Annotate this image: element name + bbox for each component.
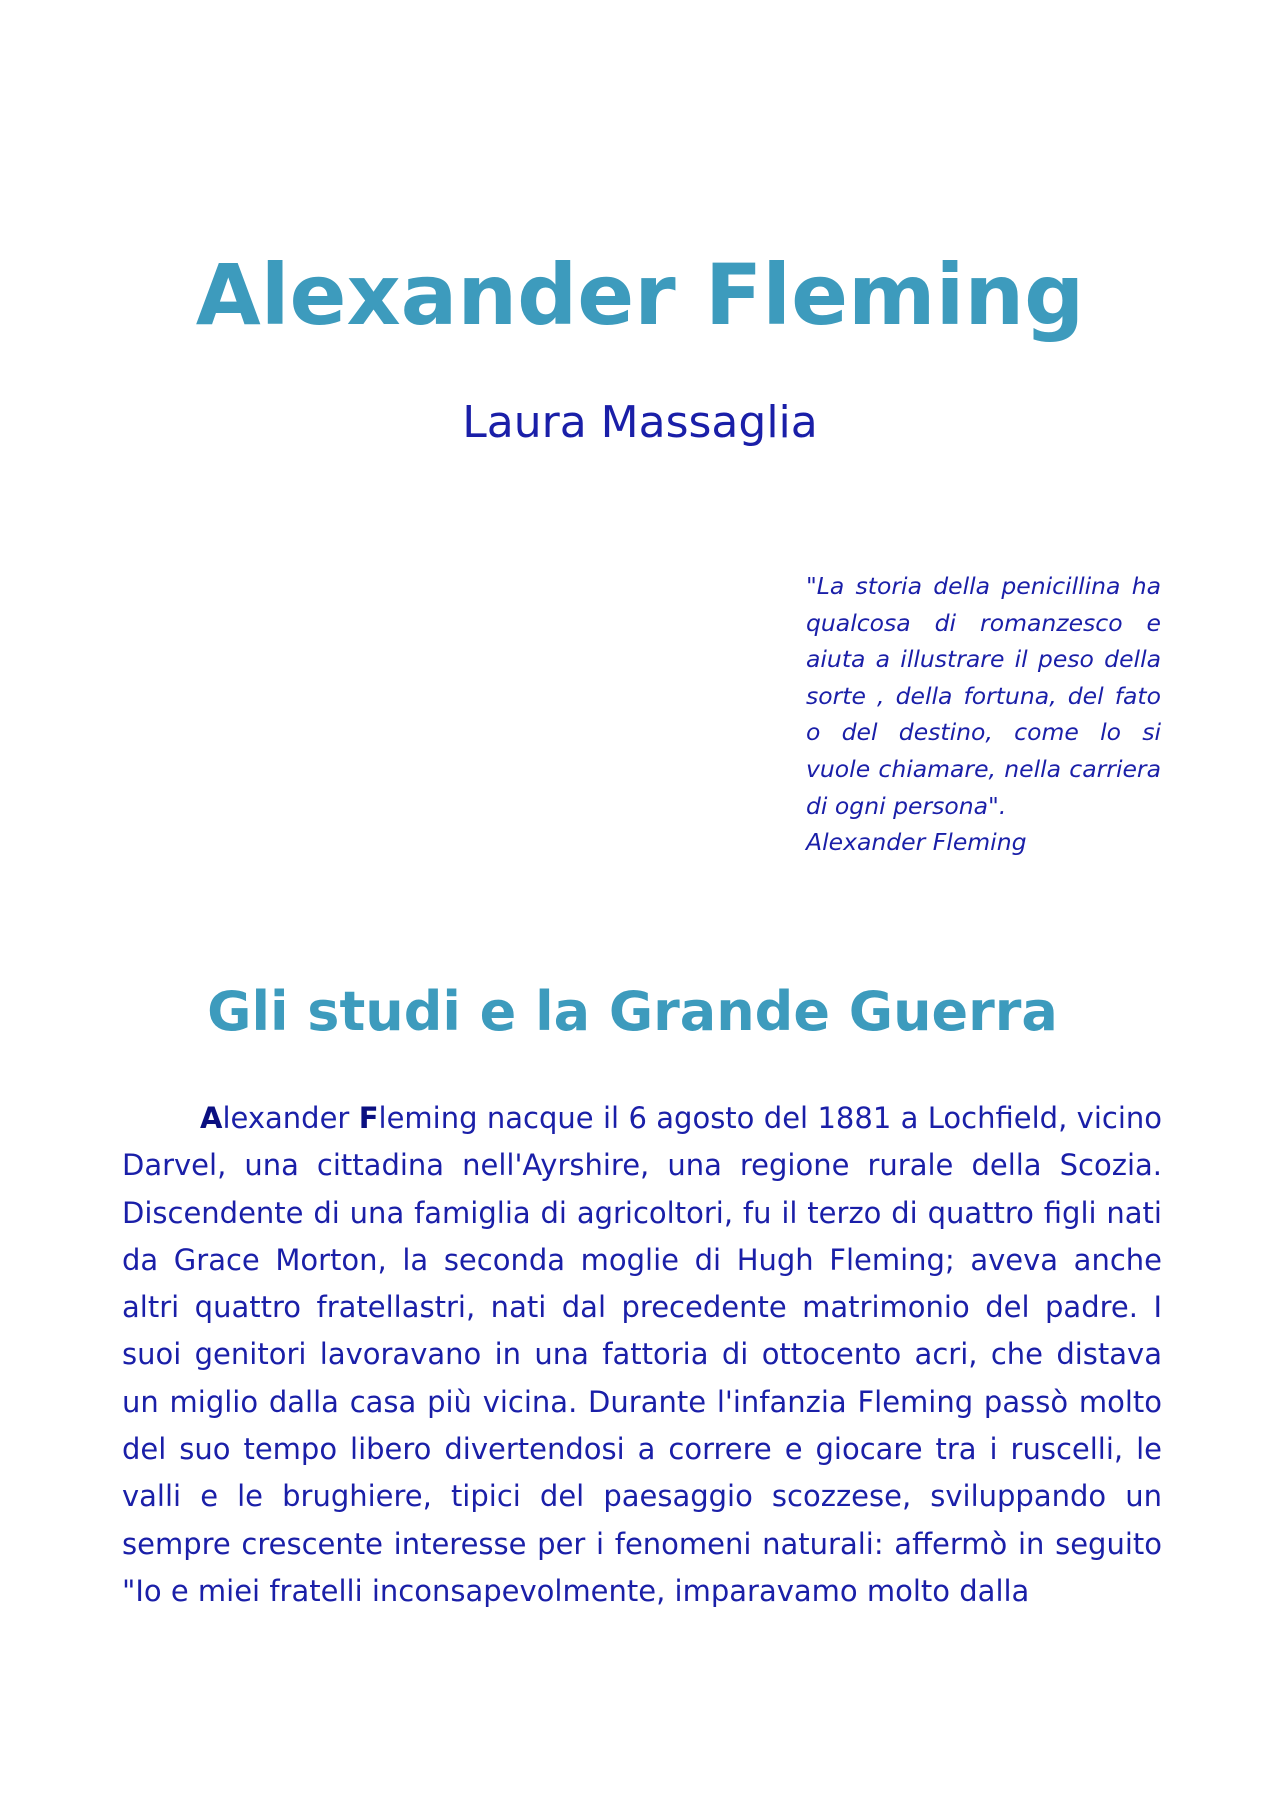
paragraph-word-rest: lexander bbox=[222, 1101, 359, 1135]
paragraph-text: leming nacque il 6 agosto del 1881 a Lochfield, vicino Darvel, una cittadina nell'Ayrshire, una regione rurale della Scozia. Discendente di una famiglia di agricoltori, fu il terzo di quattro figli nati da Grace Morton, la seconda moglie di Hugh Fleming; aveva anche altri quattro fratellastri, nati dal precedente matrimonio del padre. I suoi genitori lavoravano in una fattoria di ottocento acri, che distava un miglio dalla casa più vicina. Durante l'infanzia Fleming passò molto del suo tempo libero divertendosi a correre e giocare tra i ruscelli, le valli e le brughiere, tipici del paesaggio scozzese, sviluppando un sempre crescente interesse per i fenomeni naturali: affermò in seguito "Io e miei fratelli inconsapevolmente, imparavamo molto dalla bbox=[122, 1101, 1163, 1608]
bold-initial-f: F bbox=[358, 1101, 379, 1135]
bold-initial-a: A bbox=[200, 1101, 223, 1135]
body-paragraph bbox=[122, 1095, 1162, 1615]
quote-attribution: Alexander Fleming bbox=[806, 828, 1027, 857]
document-title: Alexander Fleming bbox=[195, 246, 1085, 344]
epigraph-quote bbox=[806, 568, 1161, 861]
section-heading: Gli studi e la Grande Guerra bbox=[207, 980, 1058, 1043]
author-name: Laura Massaglia bbox=[462, 397, 818, 448]
quote-text: "La storia della penicillina ha qualcosa di romanzesco e aiuta a illustrare il peso della sorte , della fortuna, del fato o del destino, come lo si vuole chiamare, nella carriera di ogni persona". bbox=[806, 572, 1161, 820]
